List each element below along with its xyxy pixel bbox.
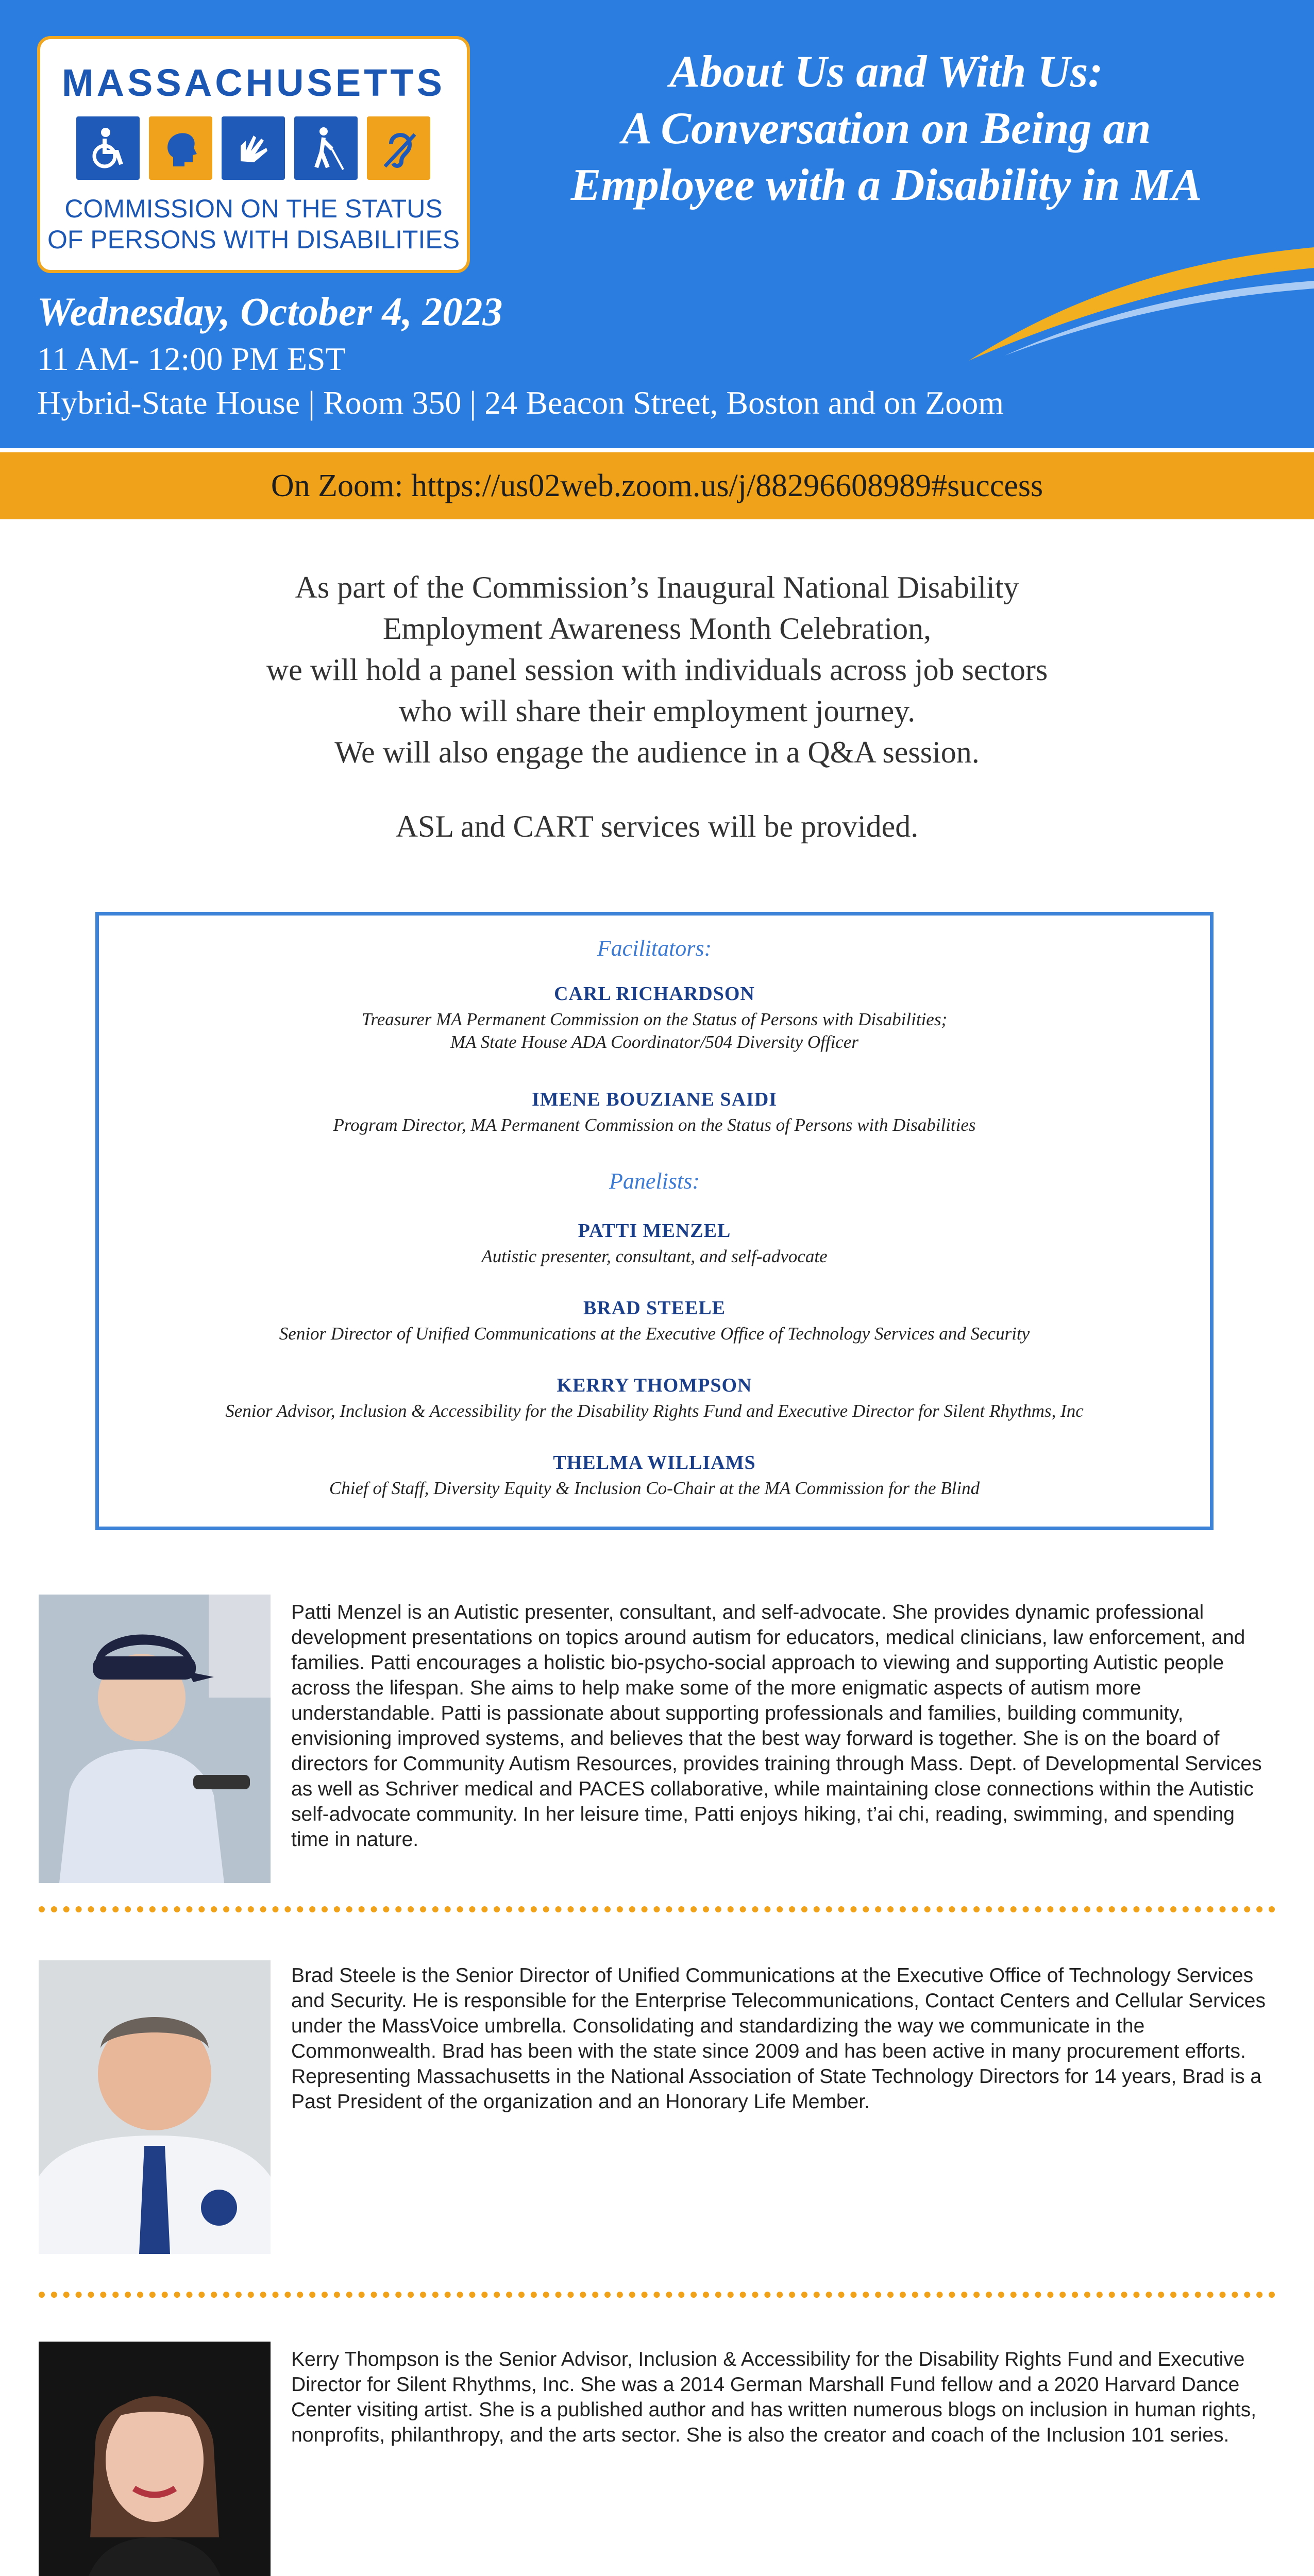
intro-line2: Employment Awareness Month Celebration, — [382, 612, 932, 646]
logo-title: MASSACHUSETTS — [61, 61, 446, 104]
services-note: ASL and CART services will be provided. — [395, 809, 919, 843]
kerry-thompson-photo — [39, 2342, 271, 2576]
panelist-role: Chief of Staff, Diversity Equity & Inclusion Co-Chair at the MA Commission for the Blind — [329, 1478, 980, 1498]
title-line3: Employee with a Disability in MA — [570, 160, 1202, 210]
patti-menzel-photo — [39, 1595, 271, 1883]
facilitator-role: Program Director, MA Permanent Commission on the Status of Persons with Disabilities — [333, 1115, 976, 1135]
title-line1: About Us and With Us: — [669, 47, 1103, 97]
event-title — [495, 44, 1278, 214]
panelist-role: Senior Advisor, Inclusion & Accessibility for the Disability Rights Fund and Executive Director for Silent Rhythms, Inc — [225, 1401, 1084, 1421]
bio-text: Brad Steele is the Senior Director of Unified Communications at the Executive Office of Technology Services and Security. He is responsible for the Enterprise Telecommunications, Contact Centers and Cellular Services under the MassVoice umbrella. Consolidating and standardizing the way we communicate in the Commonwealth. Brad has been with the state since 2009 and has been active in many procurement efforts. Representing Massachusetts in the National Association of State Technology Directors for 14 years, Brad is a Past President of the organization and an Honorary Life Member. — [291, 1964, 1266, 2113]
intro-text — [155, 567, 1159, 773]
wheelchair-icon — [76, 116, 140, 180]
head-profile-icon — [149, 116, 212, 180]
facilitators-heading: Facilitators: — [597, 936, 712, 961]
intro-line4: who will share their employment journey. — [398, 694, 916, 728]
panelist-name: BRAD STEELE — [583, 1297, 726, 1319]
dotted-divider — [39, 2292, 1275, 2298]
facilitator-name: IMENE BOUZIANE SAIDI — [531, 1089, 778, 1110]
bio-text: Patti Menzel is an Autistic presenter, consultant, and self-advocate. She provides dynamic professional development presentations on topics around autism for educators, medical clinicians, law enforcement, and families. Patti encourages a holistic bio-psycho-social approach to viewing and supporting Autistic people across the lifespan. She aims to help make some of the more enigmatic aspects of autism more understandable. Patti is passionate about supporting professionals and families, building community, envisioning improved systems, and believes that the best way forward is together. She is on the board of directors for Community Autism Resources, provides training through Mass. Dept. of Developmental Services as well as Schriver medical and PACES collaborative, while maintaining close connections within the Autistic self-advocate community. In her leisure time, Patti enjoys hiking, t’ai chi, reading, swimming, and spending time in nature. — [291, 1601, 1262, 1851]
logo-subtitle-line1: COMMISSION ON THE STATUS — [64, 194, 443, 223]
panelist-role: Senior Director of Unified Communications at the Executive Office of Technology Services and Security — [279, 1324, 1030, 1344]
dotted-divider — [39, 1906, 1275, 1912]
sign-language-icon — [222, 116, 285, 180]
facilitator-role: Treasurer MA Permanent Commission on the Status of Persons with Disabilities; — [361, 1009, 948, 1029]
panelist-role: Autistic presenter, consultant, and self-advocate — [481, 1246, 828, 1266]
intro-line5: We will also engage the audience in a Q&A session. — [334, 735, 980, 769]
title-line2: A Conversation on Being an — [621, 104, 1151, 154]
speakers-box — [95, 912, 1214, 1530]
event-time: 11 AM- 12:00 PM EST — [37, 341, 346, 377]
brad-steele-photo — [39, 1960, 271, 2254]
blind-walker-icon — [294, 116, 358, 180]
hearing-ear-icon — [367, 116, 430, 180]
panelist-name: THELMA WILLIAMS — [553, 1452, 756, 1473]
logo-subtitle-line2: OF PERSONS WITH DISABILITIES — [47, 225, 460, 254]
intro-line1: As part of the Commission’s Inaugural National Disability — [295, 570, 1019, 604]
panelists-heading: Panelists: — [609, 1168, 700, 1194]
panelist-name: PATTI MENZEL — [578, 1220, 731, 1242]
facilitator-name: CARL RICHARDSON — [554, 983, 755, 1005]
event-venue: Hybrid-State House | Room 350 | 24 Beacon Street, Boston and on Zoom — [37, 384, 1004, 421]
zoom-link[interactable]: On Zoom: https://us02web.zoom.us/j/88296608989#success — [0, 452, 1314, 519]
event-header — [0, 0, 1314, 448]
logo-icon-row — [76, 116, 432, 178]
bio-text: Kerry Thompson is the Senior Advisor, Inclusion & Accessibility for the Disability Rights Fund and Executive Director for Silent Rhythms, Inc. She was a 2014 German Marshall Fund fellow and a 2020 Harvard Dance Center visiting artist. She is a published author and has written numerous blogs on inclusion in human rights, nonprofits, philanthropy, and the arts sector. She is also the creator and coach of the Inclusion 101 series. — [291, 2348, 1257, 2446]
event-date: Wednesday, October 4, 2023 — [37, 289, 503, 334]
commission-logo — [37, 36, 470, 273]
facilitator-role: MA State House ADA Coordinator/504 Diversity Officer — [450, 1032, 858, 1052]
intro-line3: we will hold a panel session with individuals across job sectors — [266, 653, 1048, 687]
panelist-name: KERRY THOMPSON — [557, 1375, 752, 1396]
